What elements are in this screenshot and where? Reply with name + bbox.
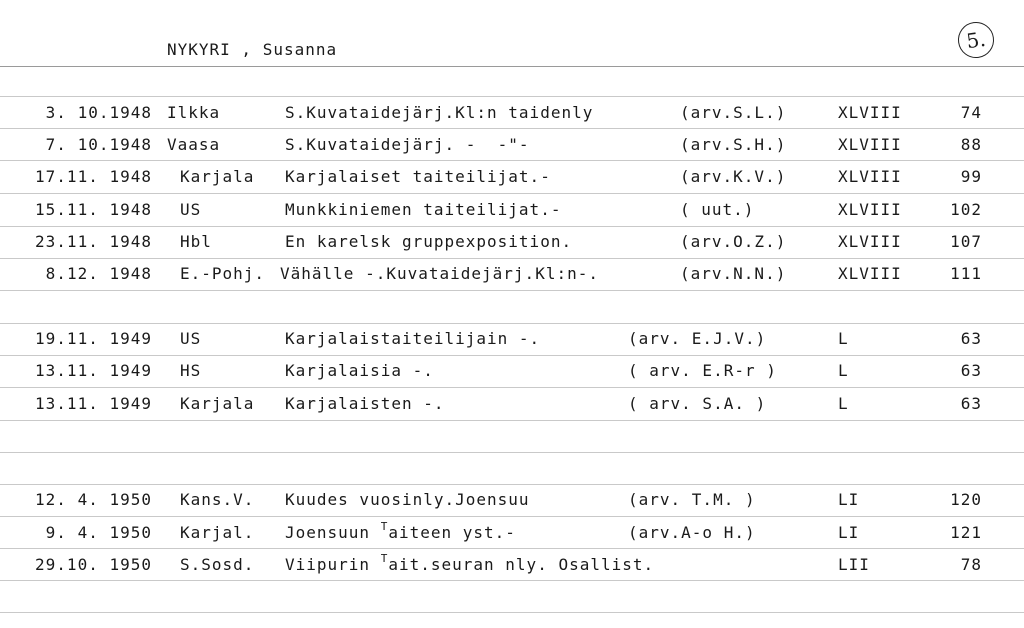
entry-paper: Karjala (180, 394, 255, 413)
entry-volume: L (838, 329, 849, 348)
entry-reviewer: (arv. T.M. ) (628, 490, 756, 509)
entry-paper: Hbl (180, 232, 212, 251)
entry-paper: US (180, 329, 202, 348)
entry-title: Karjalaistaiteilijain -. (285, 329, 541, 348)
entry-row (0, 389, 1024, 419)
entry-date: 29.10. 1950 (35, 555, 152, 574)
entry-row (0, 98, 1024, 128)
entry-volume: LI (838, 490, 860, 509)
entry-volume: XLVIII (838, 167, 902, 186)
line-rule (0, 516, 1024, 517)
entry-volume: LI (838, 523, 860, 542)
line-rule (0, 290, 1024, 291)
entry-date: 17.11. 1948 (35, 167, 152, 186)
entry-title: S.Kuvataidejärj. - -"- (285, 135, 530, 154)
entry-reviewer: (arv.A-o H.) (628, 523, 756, 542)
entry-date: 15.11. 1948 (35, 200, 152, 219)
entry-date: 9. 4. 1950 (45, 523, 152, 542)
entry-paper: Karjala (180, 167, 255, 186)
entry-volume: L (838, 361, 849, 380)
entry-date: 19.11. 1949 (35, 329, 152, 348)
entry-date: 13.11. 1949 (35, 361, 152, 380)
entry-volume: XLVIII (838, 135, 902, 154)
entry-title: Karjalaisia -. (285, 361, 434, 380)
entry-date: 3. 10.1948 (45, 103, 152, 122)
entry-page: 121 (950, 523, 982, 542)
entry-volume: XLVIII (838, 200, 902, 219)
entry-row (0, 485, 1024, 515)
entry-row (0, 550, 1024, 580)
entry-title: Munkkiniemen taiteilijat.- (285, 200, 562, 219)
entry-reviewer: ( arv. E.R-r ) (628, 361, 777, 380)
entry-date: 23.11. 1948 (35, 232, 152, 251)
entry-title: En karelsk gruppexposition. (285, 232, 573, 251)
entry-reviewer: (arv.K.V.) (680, 167, 787, 186)
title-part: Viipurin (285, 555, 381, 574)
entry-reviewer: (arv.S.H.) (680, 135, 787, 154)
superscript-letter: T (380, 520, 389, 533)
entry-row (0, 130, 1024, 160)
entry-row (0, 324, 1024, 354)
entry-page: 74 (960, 103, 982, 122)
line-rule (0, 452, 1024, 453)
entry-row (0, 162, 1024, 192)
entry-reviewer: (arv.S.L.) (680, 103, 787, 122)
entry-title (285, 550, 654, 580)
entry-row (0, 227, 1024, 257)
entry-volume: XLVIII (838, 103, 902, 122)
entry-title: Karjalaiset taiteilijat.- (285, 167, 551, 186)
entry-date: 7. 10.1948 (45, 135, 152, 154)
entry-volume: XLVIII (838, 264, 902, 283)
entry-title: Kuudes vuosinly.Joensuu (285, 490, 530, 509)
line-rule (0, 612, 1024, 613)
entry-reviewer: (arv.O.Z.) (680, 232, 787, 251)
entry-paper: Vaasa (167, 135, 221, 154)
entry-page: 63 (960, 329, 982, 348)
line-rule (0, 420, 1024, 421)
entry-page: 102 (950, 200, 982, 219)
superscript-letter: T (380, 552, 389, 565)
entry-volume: LII (838, 555, 870, 574)
entry-page: 111 (950, 264, 982, 283)
line-rule (0, 128, 1024, 129)
entry-row (0, 356, 1024, 386)
entry-title: Karjalaisten -. (285, 394, 445, 413)
circled-page-number: 5. (956, 20, 997, 61)
entry-volume: L (838, 394, 849, 413)
entry-reviewer: (arv. E.J.V.) (628, 329, 767, 348)
header-rule (0, 66, 1024, 67)
entry-title: S.Kuvataidejärj.Kl:n taidenly (285, 103, 594, 122)
entry-row (0, 518, 1024, 548)
title-part: ait.seuran nly. Osallist. (388, 555, 655, 574)
entry-paper: Kans.V. (180, 490, 255, 509)
entry-page: 63 (960, 361, 982, 380)
entry-paper: HS (180, 361, 202, 380)
title-part: Joensuun (285, 523, 381, 542)
entry-reviewer: (arv.N.N.) (680, 264, 787, 283)
entry-paper: E.-Pohj. (180, 264, 266, 283)
line-rule (0, 548, 1024, 549)
entry-page: 78 (960, 555, 982, 574)
entry-paper: Ilkka (167, 103, 221, 122)
entry-date: 8.12. 1948 (45, 264, 152, 283)
entry-page: 88 (960, 135, 982, 154)
entry-reviewer: ( arv. S.A. ) (628, 394, 767, 413)
entry-paper: S.Sosd. (180, 555, 255, 574)
title-part: aiteen yst.- (388, 523, 516, 542)
entry-date: 12. 4. 1950 (35, 490, 152, 509)
entry-page: 107 (950, 232, 982, 251)
entry-title: Vähälle -.Kuvataidejärj.Kl:n-. (280, 264, 599, 283)
entry-reviewer: ( uut.) (680, 200, 755, 219)
entry-row (0, 195, 1024, 225)
line-rule (0, 160, 1024, 161)
entry-date: 13.11. 1949 (35, 394, 152, 413)
line-rule (0, 96, 1024, 97)
entry-page: 63 (960, 394, 982, 413)
entry-row (0, 259, 1024, 289)
entry-paper: US (180, 200, 202, 219)
line-rule (0, 387, 1024, 388)
entry-volume: XLVIII (838, 232, 902, 251)
line-rule (0, 580, 1024, 581)
line-rule (0, 193, 1024, 194)
card-heading: NYKYRI , Susanna (167, 40, 338, 59)
entry-paper: Karjal. (180, 523, 255, 542)
entry-page: 120 (950, 490, 982, 509)
entry-title (285, 518, 516, 548)
entry-page: 99 (960, 167, 982, 186)
